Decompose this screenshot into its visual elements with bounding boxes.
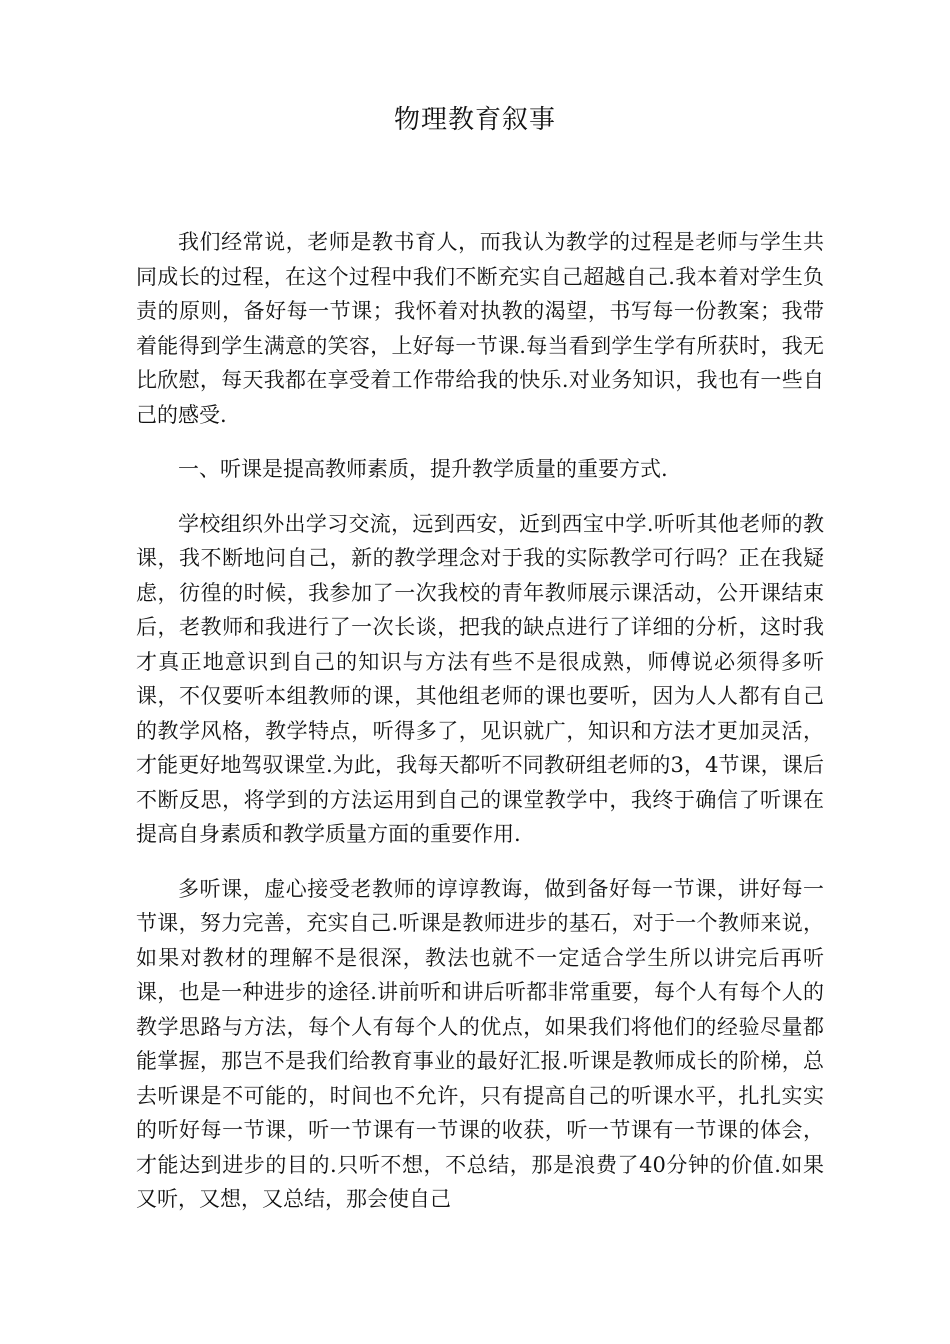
paragraph-section-heading: 一、听课是提高教师素质，提升教学质量的重要方式. [178,457,668,481]
document-title: 物理教育叙事 [393,105,556,135]
document-body [136,225,824,1217]
paragraph-intro: 我们经常说，老师是教书育人，而我认为教学的过程是老师与学生共同成长的过程，在这个过程中我们不断充实自己超越自己.我本着对学生负责的原则，备好每一节课；我怀着对执教的渴望，书写每一份教案；我带着能得到学生满意的笑容，上好每一节课.每当看到学生学有所获时，我无比欣慰，每天我都在享受着工作带给我的快乐.对业务知识，我也有一些自己的感受. [136,230,824,427]
paragraph-listening-story: 学校组织外出学习交流，远到西安，近到西宝中学.听听其他老师的教课，我不断地问自己，新的教学理念对于我的实际教学可行吗？正在我疑虑，彷徨的时候，我参加了一次我校的青年教师展示课活动，公开课结束后，老教师和我进行了一次长谈，把我的缺点进行了详细的分析，这时我才真正地意识到自己的知识与方法有些不是很成熟，师傅说必须得多听课，不仅要听本组教师的课，其他组老师的课也要听，因为人人都有自己的教学风格，教学特点，听得多了，见识就广，知识和方法才更加灵活，才能更好地驾驭课堂.为此，我每天都听不同教研组老师的3，4节课，课后不断反思，将学到的方法运用到自己的课堂教学中，我终于确信了听课在提高自身素质和教学质量方面的重要作用. [136,511,824,846]
paragraph-listening-benefits: 多听课，虚心接受老教师的谆谆教诲，做到备好每一节课，讲好每一节课，努力完善，充实自己.听课是教师进步的基石，对于一个教师来说，如果对教材的理解不是很深，教法也就不一定适合学生所以讲完后再听课，也是一种进步的途径.讲前听和讲后听都非常重要，每个人有每个人的教学思路与方法，每个人有每个人的优点，如果我们将他们的经验尽量都能掌握，那岂不是我们给教育事业的最好汇报.听课是教师成长的阶梯，总去听课是不可能的，时间也不允许，只有提高自己的听课水平，扎扎实实的听好每一节课，听一节课有一节课的收获，听一节课有一节课的体会，才能达到进步的目的.只听不想，不总结，那是浪费了40分钟的价值.如果又听，又想，又总结，那会使自己 [136,876,824,1211]
